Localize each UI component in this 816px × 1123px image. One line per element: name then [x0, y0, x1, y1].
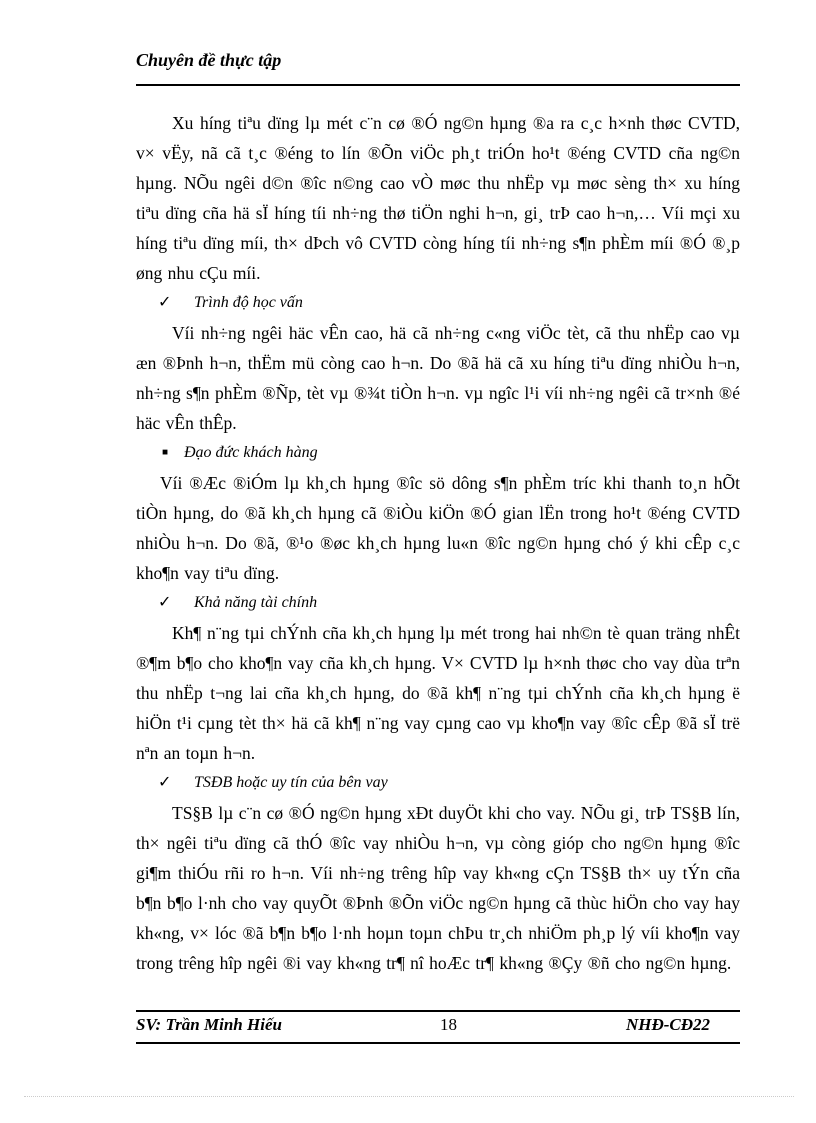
heading-text: Đạo đức khách hàng	[184, 444, 318, 461]
checkmark-icon: ✓	[158, 774, 172, 791]
checkmark-icon: ✓	[158, 594, 172, 611]
checkmark-icon: ✓	[158, 294, 172, 311]
heading-financial-capacity	[136, 588, 740, 618]
header-title: Chuyên đề thực tập	[136, 50, 282, 70]
paragraph-collateral: TS§B lµ c¨n cø ®Ó ng©n hµng xÐt duyÖt khi cho vay. NÕu gi¸ trÞ TS§B lín, th× ngêi tiªu dïng cã thÓ ®îc vay nhiÒu h¬n, vµ còng gióp cho ng©n hµng ®îc gi¶m thiÓu rñi ro h¬n. Víi nh÷ng trêng hîp vay kh«ng cÇn TS§B th× uy tÝn cña b¶n b¶o l·nh cho vay quyÕt ®Þnh ®Õn viÖc ng©n hµng cã thùc hiÖn cho vay hay kh«ng, v× lóc ®ã b¶n b¶o l·nh hoµn toµn chÞu tr¸ch nhiÖm ph¸p lý víi kho¶n vay trong trêng hîp ngêi ®i vay kh«ng tr¶ nî hoÆc tr¶ kh«ng ®Çy ®ñ cho ng©n hµng.	[136, 803, 740, 973]
heading-collateral	[136, 768, 740, 798]
square-bullet-icon: ■	[162, 447, 169, 458]
heading-customer-ethics	[136, 438, 740, 468]
heading-text: TSĐB hoặc uy tín của bên vay	[194, 774, 388, 791]
footer-author: SV: Trần Minh Hiếu	[136, 1015, 282, 1034]
document-body	[136, 108, 740, 978]
page-footer	[136, 1010, 740, 1044]
paragraph-customer-ethics: Víi ®Æc ®iÓm lµ kh¸ch hµng ®îc sö dông s¶n phÈm tríc khi thanh to¸n hÕt tiÒn hµng, do ®ã kh¸ch hµng cã ®iÒu kiÖn ®Ó gian lËn trong ho¹t ®éng CVTD nhiÒu h¬n. Do ®ã, ®¹o ®øc kh¸ch hµng lu«n ®îc ng©n hµng chó ý khi cÊp c¸c kho¶n vay tiªu dïng.	[136, 473, 740, 583]
page-number: 18	[440, 1015, 457, 1034]
paragraph-financial-capacity: Kh¶ n¨ng tµi chÝnh cña kh¸ch hµng lµ mét trong hai nh©n tè quan träng nhÊt ®¶m b¶o cho kho¶n vay cña kh¸ch hµng. V× CVTD lµ h×nh thøc cho vay dùa trªn thu nhËp t¬ng lai cña kh¸ch hµng, do ®ã kh¶ n¨ng tµi chÝnh cña kh¸ch hµng ë hiÖn t¹i cµng tèt th× hä cã kh¶ n¨ng vay cµng cao vµ kho¶n vay ®îc cÊp ®ã sÏ trë nªn an toµn h¬n.	[136, 623, 740, 763]
heading-text: Khả năng tài chính	[194, 594, 318, 611]
paragraph-consumption-trend: Xu híng tiªu dïng lµ mét c¨n cø ®Ó ng©n hµng ®a ra c¸c h×nh thøc CVTD, v× vËy, nã cã t¸c ®éng to lín ®Õn viÖc ph¸t triÓn ho¹t ®éng CVTD cña ng©n hµng. NÕu ngêi d©n ®îc n©ng cao vÒ møc thu nhËp vµ møc sèng th× xu híng tiªu dïng cña hä sÏ híng tíi nh÷ng thø tiÖn nghi h¬n, gi¸ trÞ cao h¬n,… Víi mçi xu híng tiªu dïng míi, th× dÞch vô CVTD còng híng tíi nh÷ng s¶n phÈm míi ®Ó ®¸p øng nhu cÇu míi.	[136, 113, 740, 283]
heading-education	[136, 288, 740, 318]
paragraph-education: Víi nh÷ng ngêi häc vÊn cao, hä cã nh÷ng c«ng viÖc tèt, cã thu nhËp cao vµ æn ®Þnh h¬n, thËm mü còng cao h¬n. Do ®ã hä cã xu híng tiªu dïng nhiÒu h¬n, nh÷ng s¶n phÈm ®Ñp, tèt vµ ®¾t tiÒn h¬n. vµ ngîc l¹i víi nh÷ng ngêi cã tr×nh ®é häc vÊn thÊp.	[136, 323, 740, 433]
page-bottom-divider	[24, 1096, 794, 1097]
page-header	[136, 50, 740, 86]
footer-code: NHĐ-CĐ22	[625, 1015, 710, 1034]
heading-text: Trình độ học vấn	[194, 294, 303, 311]
